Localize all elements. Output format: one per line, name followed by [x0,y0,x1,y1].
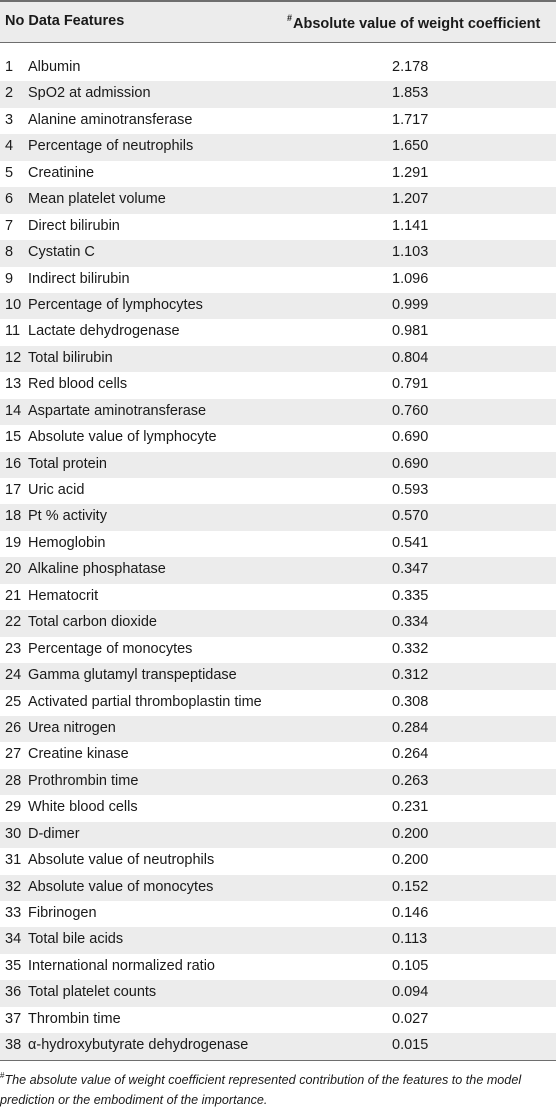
header-weight-coefficient [287,13,540,32]
row-value: 0.690 [392,455,429,472]
row-number: 19 [5,534,22,551]
row-feature: Pt % activity [28,508,107,525]
table-row [0,134,556,160]
row-value: 0.308 [392,693,429,710]
table-row [0,848,556,874]
table-row [0,240,556,266]
row-number: 11 [5,323,21,340]
row-value: 1.650 [392,138,429,155]
row-feature: Alkaline phosphatase [28,561,166,578]
table-row [0,108,556,134]
row-number: 36 [5,984,22,1001]
row-value: 0.312 [392,667,429,684]
row-number: 4 [5,138,14,155]
row-number: 17 [5,482,22,498]
row-value: 0.804 [392,349,429,366]
table-row [0,293,556,319]
row-feature: Fibrinogen [28,905,97,921]
row-number: 9 [5,270,14,287]
row-feature: Total platelet counts [28,984,157,1001]
row-value: 0.791 [392,376,429,393]
row-feature: Urea nitrogen [28,719,116,736]
row-number: 1 [5,59,14,75]
row-number: 8 [5,244,14,261]
row-number: 30 [5,825,22,842]
row-feature: SpO2 at admission [28,85,151,102]
table-row [0,742,556,768]
row-value: 0.999 [392,296,429,313]
table-body [0,55,556,1060]
row-number: 24 [5,667,22,684]
table-row [0,478,556,504]
table-row [0,214,556,240]
table-footnote [0,1066,556,1110]
row-value: 0.105 [392,957,429,974]
row-feature: Absolute value of neutrophils [28,852,215,869]
row-value: 0.284 [392,719,429,736]
row-value: 0.231 [392,799,429,816]
header-weight-coefficient-label: Absolute value of weight coefficient [293,16,541,32]
table-row [0,610,556,636]
header-rule [0,42,556,43]
table-row [0,716,556,742]
row-number: 2 [5,85,14,102]
table-row [0,637,556,663]
row-value: 0.152 [392,878,429,895]
row-feature: Red blood cells [28,376,128,393]
row-value: 0.113 [392,931,428,948]
row-number: 15 [5,429,22,446]
row-feature: Total bilirubin [28,349,113,366]
row-feature: Percentage of monocytes [28,640,193,657]
row-number: 37 [5,1010,22,1027]
row-number: 32 [5,878,22,895]
row-feature: Total bile acids [28,931,124,948]
row-value: 0.200 [392,852,429,869]
row-number: 28 [5,772,22,789]
row-feature: Indirect bilirubin [28,270,130,287]
table-row [0,161,556,187]
row-feature: Direct bilirubin [28,217,120,234]
row-feature: Total carbon dioxide [28,614,157,631]
row-feature: Absolute value of lymphocyte [28,429,217,446]
row-number: 5 [5,164,14,181]
row-value: 1.096 [392,270,429,287]
row-number: 38 [5,1037,22,1054]
row-value: 0.981 [392,323,429,340]
row-value: 0.015 [392,1037,429,1054]
table-row [0,81,556,107]
row-feature: White blood cells [28,799,138,816]
table-row [0,980,556,1006]
row-feature: Total protein [28,455,107,472]
table-row [0,187,556,213]
table-row [0,319,556,345]
row-feature: Absolute value of monocytes [28,878,214,895]
row-feature: Gamma glutamyl transpeptidase [28,667,237,684]
table-row [0,1007,556,1033]
row-feature: Hematocrit [28,587,99,604]
table-row [0,875,556,901]
row-value: 1.291 [392,164,429,181]
row-value: 1.853 [392,85,429,102]
row-number: 23 [5,640,22,657]
row-value: 0.593 [392,482,429,498]
row-value: 0.200 [392,825,429,842]
row-feature: Prothrombin time [28,772,139,789]
row-feature: Cystatin C [28,244,95,261]
table-row [0,504,556,530]
row-number: 35 [5,957,22,974]
table-row [0,399,556,425]
table-row [0,954,556,980]
row-number: 31 [5,852,22,869]
row-feature: α-hydroxybutyrate dehydrogenase [28,1037,249,1054]
bottom-rule [0,1060,556,1061]
table-row [0,769,556,795]
row-value: 1.103 [392,244,429,261]
row-number: 22 [5,614,22,631]
row-value: 0.347 [392,561,429,578]
row-number: 13 [5,376,22,393]
row-value: 0.570 [392,508,429,525]
row-number: 7 [5,217,14,234]
row-number: 21 [5,587,22,604]
table-row [0,822,556,848]
row-number: 20 [5,561,22,578]
row-feature: Creatine kinase [28,746,129,763]
row-feature: Alanine aminotransferase [28,111,193,128]
table-row [0,1033,556,1059]
table-row [0,267,556,293]
footnote-marker: # [0,1071,5,1080]
table-row [0,372,556,398]
row-number: 26 [5,719,22,736]
row-feature: Mean platelet volume [28,191,166,208]
row-value: 0.334 [392,614,429,631]
row-number: 3 [5,111,14,128]
row-value: 0.263 [392,772,429,789]
row-value: 0.094 [392,984,429,1001]
table-row [0,584,556,610]
table-row [0,795,556,821]
row-number: 6 [5,191,14,208]
row-number: 18 [5,508,22,525]
row-number: 25 [5,693,22,710]
row-feature: Creatinine [28,164,95,181]
row-number: 14 [5,402,22,419]
table-row [0,346,556,372]
header-no-data-features: No Data Features [5,13,125,29]
table-row [0,531,556,557]
row-value: 1.141 [392,217,429,234]
row-number: 34 [5,931,22,948]
row-value: 0.332 [392,640,429,657]
row-value: 1.207 [392,191,429,208]
row-feature: Thrombin time [28,1010,121,1027]
table-row [0,690,556,716]
table-row [0,557,556,583]
footnote-text: The absolute value of weight coefficient represented contribution of the features to the model prediction or the embodiment of the importance. [0,1073,522,1107]
row-value: 0.335 [392,587,429,604]
row-number: 27 [5,746,22,763]
row-feature: Hemoglobin [28,534,106,551]
header-footnote-marker: # [287,13,293,23]
row-feature: Uric acid [28,482,85,498]
row-feature: D-dimer [28,825,80,842]
row-feature: Aspartate aminotransferase [28,402,207,419]
table-row [0,663,556,689]
row-value: 0.760 [392,402,429,419]
row-number: 12 [5,349,22,366]
row-value: 2.178 [392,59,429,75]
row-feature: International normalized ratio [28,957,215,974]
table-row [0,927,556,953]
row-feature: Percentage of neutrophils [28,138,194,155]
row-value: 0.146 [392,905,429,921]
row-value: 1.717 [392,111,429,128]
row-value: 0.264 [392,746,429,763]
row-number: 10 [5,296,22,313]
row-value: 0.690 [392,429,429,446]
row-value: 0.027 [392,1010,429,1027]
row-number: 33 [5,905,22,921]
row-feature: Percentage of lymphocytes [28,296,203,313]
row-value: 0.541 [392,534,429,551]
row-feature: Lactate dehydrogenase [28,323,180,340]
row-number: 29 [5,799,22,816]
row-feature: Albumin [28,59,81,75]
table-row [0,425,556,451]
table-header-row [0,2,556,42]
table-row [0,55,556,81]
table-row [0,452,556,478]
table-row [0,901,556,927]
row-number: 16 [5,455,22,472]
row-feature: Activated partial thromboplastin time [28,693,262,710]
